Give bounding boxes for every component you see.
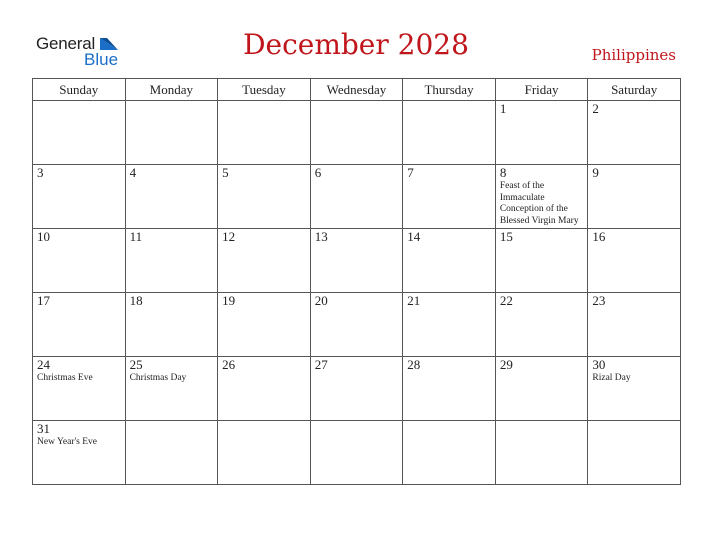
weekday-saturday: Saturday — [588, 79, 681, 101]
calendar-day-cell — [403, 101, 496, 165]
calendar-day-cell — [125, 165, 218, 229]
holiday-label: Christmas Day — [129, 373, 187, 383]
day-number: 28 — [407, 357, 421, 372]
day-number: 16 — [592, 229, 606, 244]
calendar-day-cell — [310, 165, 403, 229]
weekday-header-row — [33, 79, 681, 101]
calendar-day-cell — [403, 229, 496, 293]
calendar-day-cell — [588, 229, 681, 293]
calendar-day-cell — [495, 421, 588, 485]
day-number: 31 — [37, 421, 50, 436]
calendar-day-cell — [33, 357, 126, 421]
holiday-label: Christmas Eve — [37, 373, 93, 383]
calendar-day-cell — [218, 357, 311, 421]
calendar-day-cell — [310, 229, 403, 293]
weekday-thursday: Thursday — [403, 79, 496, 101]
calendar-day-cell — [310, 293, 403, 357]
weekday-monday: Monday — [125, 79, 218, 101]
calendar-day-cell — [403, 293, 496, 357]
calendar-day-cell — [403, 165, 496, 229]
calendar-day-cell — [125, 421, 218, 485]
day-number: 14 — [407, 229, 421, 244]
calendar-week-row — [33, 357, 681, 421]
calendar-week-row — [33, 229, 681, 293]
page-title: December 2028 — [243, 28, 469, 61]
country-label: Philippines — [591, 46, 676, 64]
calendar-week-row — [33, 165, 681, 229]
calendar-day-cell — [218, 229, 311, 293]
holiday-label: Rizal Day — [592, 373, 631, 383]
day-number: 27 — [314, 357, 328, 372]
day-number: 20 — [314, 293, 328, 308]
calendar-day-cell — [218, 421, 311, 485]
calendar-day-cell — [125, 229, 218, 293]
day-number: 10 — [37, 229, 50, 244]
calendar-day-cell — [588, 165, 681, 229]
day-number: 25 — [129, 357, 143, 372]
weekday-wednesday: Wednesday — [310, 79, 403, 101]
calendar-day-cell — [33, 421, 126, 485]
calendar-day-cell — [33, 165, 126, 229]
day-number: 11 — [129, 229, 143, 244]
day-number: 23 — [592, 293, 606, 308]
day-number: 15 — [499, 229, 513, 244]
calendar-week-row — [33, 293, 681, 357]
calendar-day-cell — [218, 293, 311, 357]
calendar-day-cell — [125, 101, 218, 165]
day-number: 19 — [222, 293, 236, 308]
day-number: 6 — [314, 165, 322, 180]
calendar-day-cell — [33, 229, 126, 293]
weekday-friday: Friday — [495, 79, 588, 101]
day-number: 13 — [314, 229, 328, 244]
holiday-label: Feast of the Immaculate Conception of the Blessed Virgin Mary — [499, 181, 579, 226]
logo-blue-text: Blue — [84, 50, 119, 69]
calendar-day-cell — [495, 165, 588, 229]
day-number: 26 — [222, 357, 236, 372]
day-number: 22 — [499, 293, 513, 308]
day-number: 5 — [222, 165, 229, 180]
day-number: 4 — [129, 165, 137, 180]
calendar-day-cell — [588, 357, 681, 421]
calendar-day-cell — [588, 293, 681, 357]
day-number: 12 — [222, 229, 236, 244]
calendar-day-cell — [588, 101, 681, 165]
calendar-day-cell — [310, 101, 403, 165]
calendar-week-row — [33, 101, 681, 165]
holiday-label: New Year's Eve — [37, 437, 98, 447]
calendar-day-cell — [495, 101, 588, 165]
day-number: 2 — [592, 101, 599, 116]
calendar-day-cell — [125, 357, 218, 421]
calendar-day-cell — [218, 101, 311, 165]
calendar-grid — [32, 78, 681, 485]
logo-general-text: General — [36, 34, 96, 53]
calendar-day-cell — [403, 357, 496, 421]
day-number: 21 — [407, 293, 421, 308]
weekday-sunday: Sunday — [33, 79, 126, 101]
calendar-week-row — [33, 421, 681, 485]
day-number: 9 — [592, 165, 599, 180]
calendar-day-cell — [125, 293, 218, 357]
calendar-day-cell — [33, 293, 126, 357]
calendar-day-cell — [310, 421, 403, 485]
calendar-day-cell — [495, 357, 588, 421]
day-number: 29 — [499, 357, 513, 372]
day-number: 8 — [499, 165, 507, 180]
day-number: 24 — [37, 357, 50, 372]
logo — [36, 34, 126, 70]
day-number: 30 — [592, 357, 606, 372]
calendar-day-cell — [33, 101, 126, 165]
calendar-day-cell — [218, 165, 311, 229]
day-number: 17 — [37, 293, 50, 308]
day-number: 3 — [37, 165, 44, 180]
calendar-day-cell — [588, 421, 681, 485]
calendar-day-cell — [495, 229, 588, 293]
calendar-day-cell — [495, 293, 588, 357]
day-number: 1 — [499, 101, 507, 116]
day-number: 18 — [129, 293, 143, 308]
calendar-day-cell — [403, 421, 496, 485]
calendar-day-cell — [310, 357, 403, 421]
day-number: 7 — [407, 165, 414, 180]
weekday-tuesday: Tuesday — [218, 79, 311, 101]
